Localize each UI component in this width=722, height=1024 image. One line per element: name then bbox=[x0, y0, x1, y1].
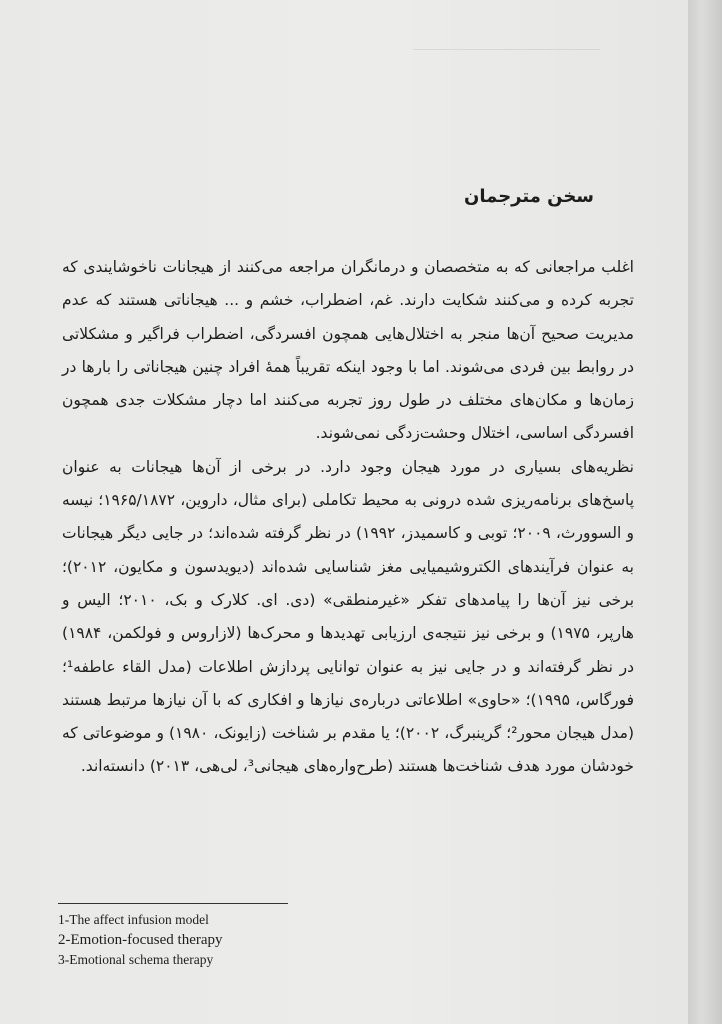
footnote-3: 3-Emotional schema therapy bbox=[58, 952, 214, 967]
footnote-2: 2-Emotion-focused therapy bbox=[58, 932, 223, 948]
footnote-divider bbox=[58, 903, 288, 904]
footnotes bbox=[58, 910, 223, 970]
show-through-text: ــــــــــــــــــــــــــــــــــــــــــــــــــــــــــ bbox=[413, 40, 600, 53]
paragraph-1: اغلب مراجعانی که به متخصصان و درمانگران مراجعه می‌کنند از هیجانات ناخوشایندی که تجربه کرده و می‌کنند شکایت دارند. غم، اضطراب، خشم و ... هیجاناتی هستند که عدم مدیریت صحیح آن‌ها منجر به اختلال‌هایی همچون افسردگی، اضطراب فراگیر و مشکلاتی در روابط بین فردی می‌شوند. اما با وجود اینکه تقریباً همهٔ افراد چنین هیجاناتی را بارها در زمان‌ها و مکان‌های مختلف در طول روز تجربه می‌کنند اما دچار مشکلات جدی همچون افسردگی اساسی، اختلال وحشت‌زدگی نمی‌شوند. bbox=[62, 258, 634, 443]
section-heading: سخن مترجمان bbox=[464, 186, 594, 207]
paragraph-2: نظریه‌های بسیاری در مورد هیجان وجود دارد. در برخی از آن‌ها هیجانات به عنوان پاسخ‌های برنامه‌ریزی شده درونی به محیط تکاملی (برای مثال، داروین، ۱۹۶۵/۱۸۷۲؛ نیسه و السوورث، ۲۰۰۹؛ توبی و کاسمیدز، ۱۹۹۲) در نظر گرفته شده‌اند؛ در جایی دیگر هیجانات به عنوان فرآیندهای الکتروشیمیایی مغز شناسایی شده‌اند (دیویدسون و مکایون، ۲۰۱۲)؛ برخی نیز آن‌ها را پیامدهای تفکر «غیرمنطقی» (دی. ای. کلارک و بک، ۲۰۱۰؛ الیس و هارپر، ۱۹۷۵) و برخی نیز نتیجه‌ی ارزیابی تهدیدها و محرک‌ها (لازاروس و فولکمن، ۱۹۸۴) در نظر گرفته‌اند و در جایی نیز به عنوان توانایی پردازش اطلاعات (مدل القاء عاطفه¹؛ فورگاس، ۱۹۹۵)؛ «حاوی» اطلاعاتی درباره‌ی نیازها و افکاری که با آن نیازها مرتبط هستند (مدل هیجان محور²؛ گرینبرگ، ۲۰۰۲)؛ یا مقدم بر شناخت (زایونک، ۱۹۸۰) و موضوعاتی که خودشان مورد هدف شناخت‌ها هستند (طرح‌واره‌های هیجانی³، لی‌هی، ۲۰۱۳) دانسته‌اند. bbox=[62, 457, 635, 776]
body-text bbox=[62, 251, 634, 784]
page-edge bbox=[688, 0, 722, 1024]
footnote-1: 1-The affect infusion model bbox=[58, 912, 209, 927]
